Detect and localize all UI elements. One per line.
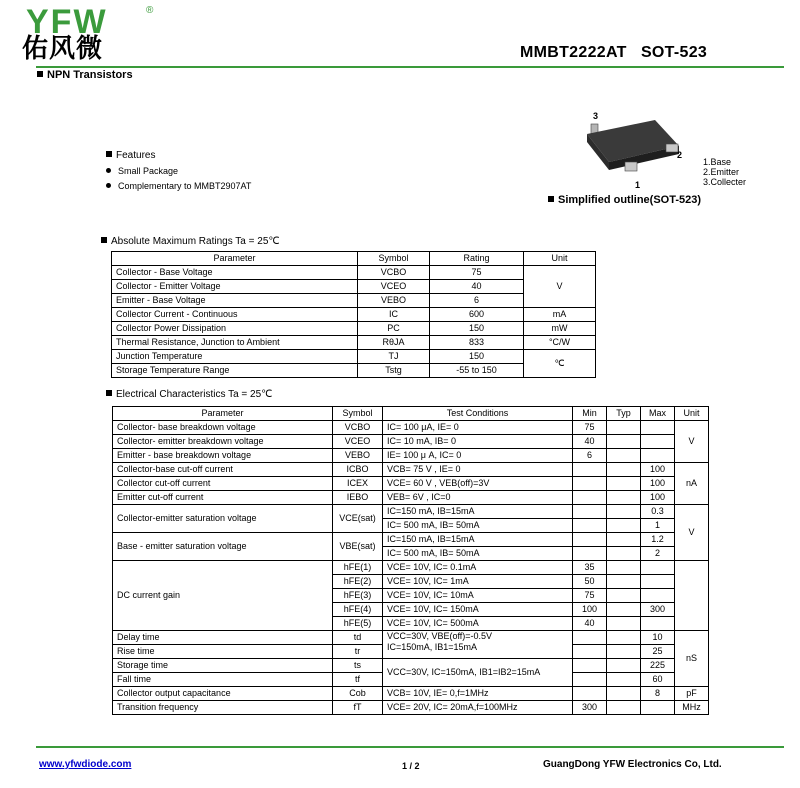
table-header-row: Parameter Symbol Test Conditions Min Typ Max Unit [113, 407, 709, 421]
table-row: Collector- emitter breakdown voltage VCEO IC= 10 mA, IB= 0 40 [113, 435, 709, 449]
table-row: Emitter cut-off current IEBO VEB= 6V , IC=0 100 [113, 491, 709, 505]
brand-chinese-name: 佑风微 [22, 34, 104, 64]
table-row: IC= 500 mA, IB= 50mA 2 [113, 547, 709, 561]
sot523-package-drawing [583, 110, 683, 192]
table-row: Collector - Base Voltage VCBO 75 V [112, 266, 596, 280]
table-row: DC current gain hFE(1) VCE= 10V, IC= 0.1mA 35 [113, 561, 709, 575]
table-row: Collector Current - Continuous IC 600 mA [112, 308, 596, 322]
table-row: Collector- base breakdown voltage VCBO IC= 100 μA, IE= 0 75 V [113, 421, 709, 435]
table-row: Collector output capacitance Cob VCB= 10V, IE= 0,f=1MHz 8 pF [113, 687, 709, 701]
table-row: Thermal Resistance, Junction to Ambient RθJA 833 °C/W [112, 336, 596, 350]
table-row: hFE(4) VCE= 10V, IC= 150mA 100 300 [113, 603, 709, 617]
table-row: Emitter - base breakdown voltage VEBO IE= 100 μ A, IC= 0 6 [113, 449, 709, 463]
table-row: Collector-base cut-off current ICBO VCB= 75 V , IE= 0 100 nA [113, 463, 709, 477]
table-row: hFE(5) VCE= 10V, IC= 500mA 40 [113, 617, 709, 631]
table-row: Fall time tf 60 [113, 673, 709, 687]
pin-label-3: 3 [593, 111, 599, 121]
features-title: Features [106, 150, 155, 161]
feature-item: Complementary to MMBT2907AT [106, 181, 251, 191]
table-row: Storage Temperature Range Tstg -55 to 150 [112, 364, 596, 378]
package-caption: Simplified outline(SOT-523) [548, 194, 701, 206]
table-row: Collector - Emitter Voltage VCEO 40 [112, 280, 596, 294]
table-row: Delay time td VCC=30V, VBE(off)=-0.5V IC=150mA, IB1=15mA 10 nS [113, 631, 709, 645]
website-link[interactable]: www.yfwdiode.com [39, 759, 132, 770]
part-number-header: MMBT2222AT SOT-523 [520, 44, 708, 61]
company-name: GuangDong YFW Electronics Co, Ltd. [543, 759, 722, 770]
feature-item: Small Package [106, 166, 178, 176]
elec-char-table [112, 406, 709, 715]
table-row: hFE(2) VCE= 10V, IC= 1mA 50 [113, 575, 709, 589]
pin-label-1: 1 [635, 180, 641, 190]
table-row: Rise time tr 25 [113, 645, 709, 659]
registered-mark: ® [146, 5, 154, 16]
pin-legend: 1.Base 2.Emitter 3.Collecter [703, 157, 747, 187]
table-row: Collector Power Dissipation PC 150 mW [112, 322, 596, 336]
elec-title: Electrical Characteristics Ta = 25℃ [106, 389, 272, 400]
table-row: Storage time ts VCC=30V, IC=150mA, IB1=IB2=15mA 225 [113, 659, 709, 673]
table-row: Transition frequency fT VCE= 20V, IC= 20mA,f=100MHz 300 MHz [113, 701, 709, 715]
pin-1-lead [625, 162, 637, 171]
header-divider [36, 66, 784, 68]
table-row: Base - emitter saturation voltage VBE(sat) IC=150 mA, IB=15mA 1.2 [113, 533, 709, 547]
abs-max-title: Absolute Maximum Ratings Ta = 25℃ [101, 236, 280, 247]
table-row: Collector-emitter saturation voltage VCE(sat) IC=150 mA, IB=15mA 0.3 V [113, 505, 709, 519]
abs-max-table [111, 251, 596, 378]
table-header-row: Parameter Symbol Rating Unit [112, 252, 596, 266]
footer-divider [36, 746, 784, 748]
table-row: Junction Temperature TJ 150 ℃ [112, 350, 596, 364]
table-row: Emitter - Base Voltage VEBO 6 [112, 294, 596, 308]
table-row: hFE(3) VCE= 10V, IC= 10mA 75 [113, 589, 709, 603]
brand-letters: YFW [26, 3, 108, 41]
pin-label-2: 2 [677, 150, 683, 160]
subtitle: NPN Transistors [37, 69, 133, 81]
table-row: IC= 500 mA, IB= 50mA 1 [113, 519, 709, 533]
table-row: Collector cut-off current ICEX VCE= 60 V , VEB(off)=3V 100 [113, 477, 709, 491]
page-number: 1 / 2 [402, 761, 420, 771]
